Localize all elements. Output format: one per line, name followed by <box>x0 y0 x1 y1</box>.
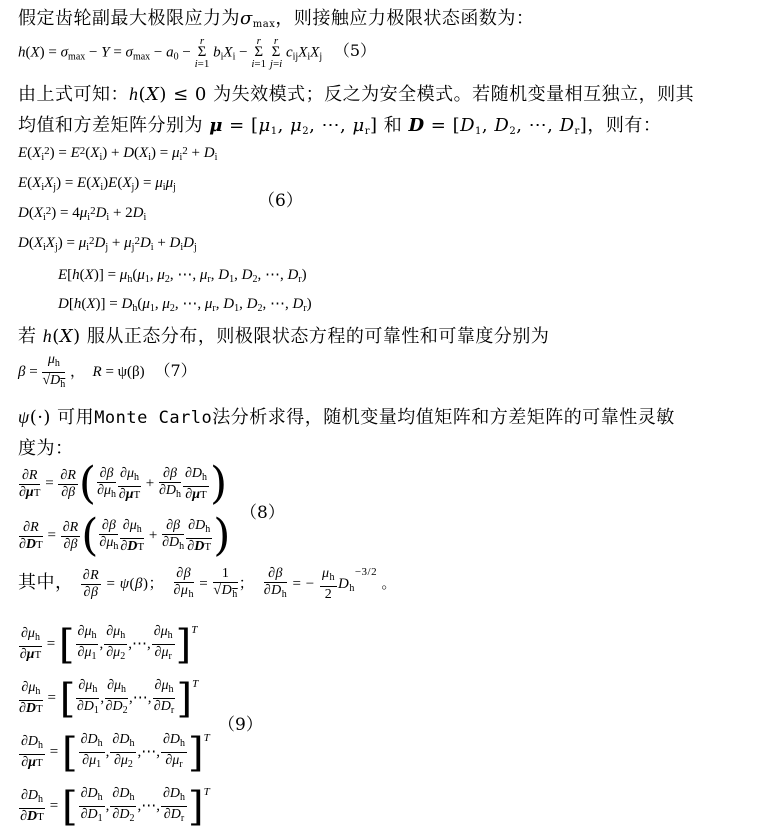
intro-text: 假定齿轮副最大极限应力为$\sigma_{max}$，则接触应力极限状态函数为： <box>18 8 535 30</box>
equation-9-line-2: $\frac{\partial\mu_h}{\partial D^T}$ = [ $\frac{\partial\mu_h}{\partial D_1}$ , $\frac{\partial\mu_h}{\partial D_2}$ ,⋯, $\frac{\partial\mu_h}{\partial D_r}$ ]$^T$ <box>19 675 199 722</box>
equation-9-line-1: $\frac{\partial\mu_h}{\partial\mu^T}$ = [ $\frac{\partial\mu_h}{\partial\mu_1}$ , $\frac{\partial\mu_h}{\partial\mu_2}$ ,⋯, $\frac{\partial\mu_h}{\partial\mu_r}$ ]$^T$ <box>19 621 198 668</box>
paragraph-monte-carlo: ψ(·) 可用Monte Carlo法分析求得，随机变量均值矩阵和方差矩阵的可靠性灵敏 <box>18 407 675 428</box>
paragraph-where: 其中， $\frac{\partial R}{\partial\beta}$ = ψ(β)； $\frac{\partial\beta}{\partial\mu_h}$ = $\frac{1}{√D_h}$ ； $\frac{\partial\beta}{\partial D_h}$ = − $\frac{\mu_h}{2}$ $D_h^{-3/2}$ 。 <box>18 566 397 602</box>
equation-6-line-4: $D(X_iX_j) = \mu_i^2D_j + \mu_j^2D_i + D_iD_j$ <box>18 235 197 253</box>
tag-7: （7） <box>154 360 197 380</box>
tag-6: （6） <box>258 191 303 211</box>
paragraph-mean-variance: 均值和方差矩阵分别为 $\mu = [\mu_1$, $\mu_2$, ⋯, $\mu_r$] 和 $D = [D_1$, $D_2$, ⋯, $D_r$]，则有： <box>18 115 662 137</box>
paragraph-sensitivity-intro: 度为： <box>18 438 74 459</box>
equation-8-line-2: $\frac{\partial R}{\partial D^T}$ = $\frac{\partial R}{\partial\beta}$ ( $\frac{\partial\beta}{\partial\mu_h}$ $\frac{\partial\mu_h}{\partial D^T}$ + $\frac{\partial\beta}{\partial D_h}$ $\frac{\partial D_h}{\partial D^T}$ ) <box>19 510 231 561</box>
equation-6-line-1: $E(X_i^2) = E^2(X_i) + D(X_i) = \mu_i^2 + D_i$ <box>18 145 218 163</box>
equation-9-line-4: $\frac{\partial D_h}{\partial D^T}$ = [ $\frac{\partial D_h}{\partial D_1}$ , $\frac{\partial D_h}{\partial D_2}$ ,⋯, $\frac{\partial D_h}{\partial D_r}$ ]$^T$ <box>20 783 210 830</box>
equation-6-line-2: $E(X_iX_j) = E(X_i)E(X_j) = \mu_i\mu_j$ <box>18 175 176 193</box>
paragraph-normal-distribution: 若 h(X) 服从正态分布，则极限状态方程的可靠性和可靠度分别为 <box>18 326 550 347</box>
tag-5: （5） <box>333 41 377 61</box>
where-prefix: 其中， <box>18 571 74 593</box>
tag-8: （8） <box>240 503 285 523</box>
equation-9-line-3: $\frac{\partial D_h}{\partial\mu^T}$ = [ $\frac{\partial D_h}{\partial\mu_1}$ , $\frac{\partial D_h}{\partial\mu_2}$ ,⋯, $\frac{\partial D_h}{\partial\mu_r}$ ]$^T$ <box>21 729 210 776</box>
equation-8-line-1: $\frac{\partial R}{\partial\mu^T}$ = $\frac{\partial R}{\partial\beta}$ ( $\frac{\partial\beta}{\partial\mu_h}$ $\frac{\partial\mu_h}{\partial\mu^T}$ + $\frac{\partial\beta}{\partial D_h}$ $\frac{\partial D_h}{\partial\mu^T}$ ) <box>19 458 228 509</box>
equation-6-line-6: $D[h(X)] = D_h(\mu_1$, $\mu_2$, ⋯, $\mu_r$, $D_1$, $D_2$, ⋯, $D_r$) <box>58 296 312 314</box>
paragraph-failure-mode: 由上式可知：h(X) ≤ 0 为失效模式；反之为安全模式。若随机变量相互独立，则其 <box>18 84 695 105</box>
paragraph-intro <box>18 4 534 30</box>
equation-6-line-5: $E[h(X)] = \mu_h(\mu_1$, $\mu_2$, ⋯, $\mu_r$, $D_1$, $D_2$, ⋯, $D_r$) <box>58 267 307 285</box>
equation-7: β = $\frac{\mu_h}{√D_h}$ ， R = ψ(β) （7） <box>18 352 197 390</box>
equation-5: $h(X) = \sigma_{max} - Y = \sigma_{max} - a_0 - r$ Σ i=1 $b_iX_i - r$ Σ i=1 r Σ j=i $c_{ij}X_iX_j$ （5） <box>18 35 377 70</box>
tag-9: （9） <box>218 715 263 735</box>
equation-6-line-3: $D(X_i^2) = 4\mu_i^2D_i + 2D_i$ <box>18 205 147 223</box>
